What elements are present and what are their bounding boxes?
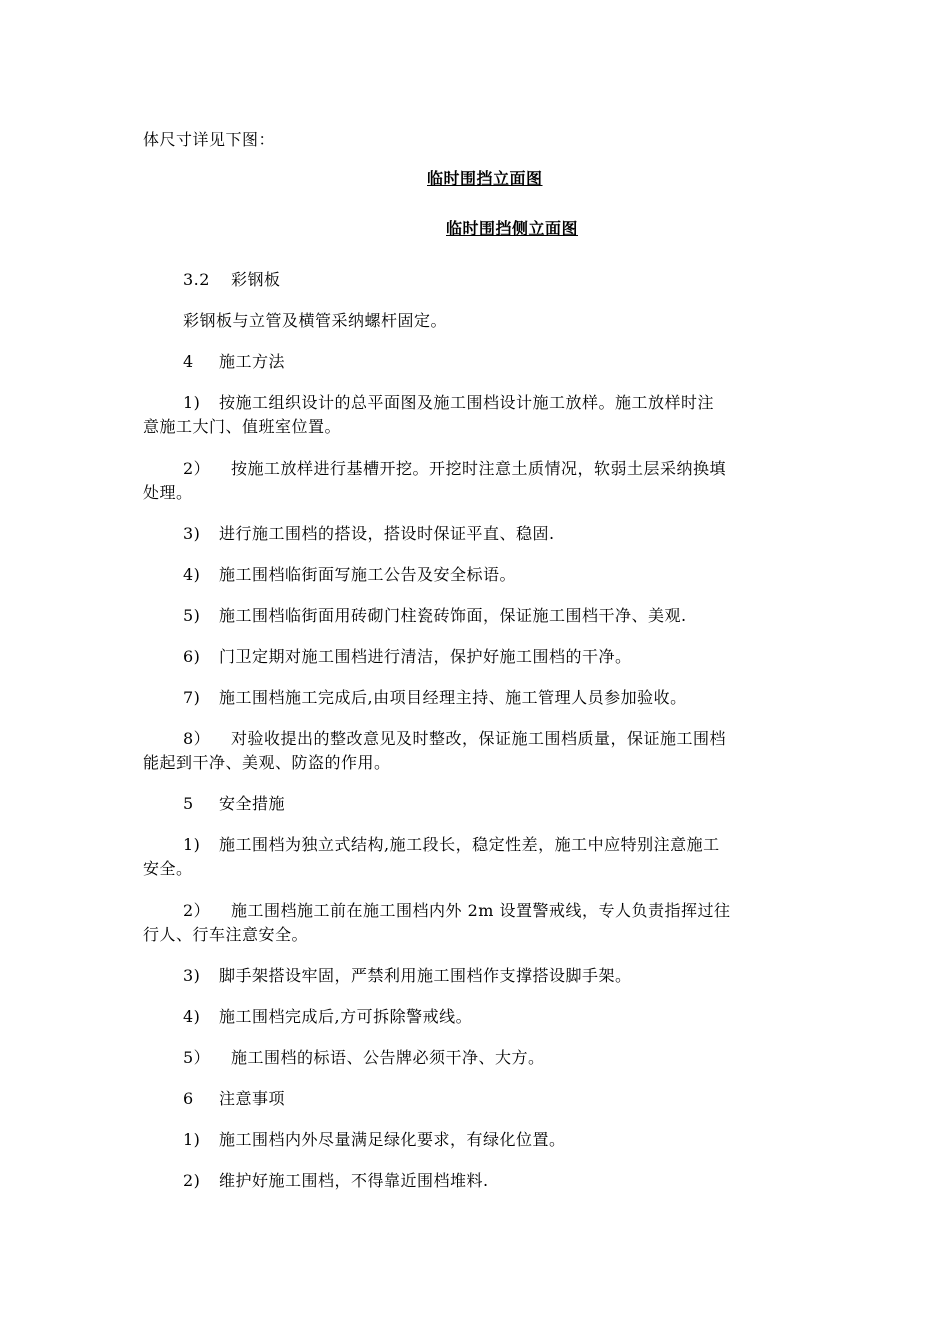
section-number: 6 (183, 1089, 194, 1108)
intro-line: 体尺寸详见下图： (143, 130, 276, 149)
section-number: 4 (183, 352, 194, 371)
item-text: 施工围档临街面写施工公告及安全标语。 (219, 565, 517, 584)
item-number: 2) (183, 1171, 201, 1190)
section-4-heading (183, 350, 285, 374)
heading-elevation: 临时围挡立面图 (427, 169, 543, 188)
list-item (183, 1169, 489, 1193)
list-item (183, 1046, 545, 1070)
item-number: 2） (183, 459, 211, 478)
section-5-heading (183, 792, 285, 816)
item-text: 维护好施工围档，不得靠近围档堆料. (219, 1171, 489, 1190)
item-text: 门卫定期对施工围档进行清洁，保护好施工围档的干净。 (219, 647, 632, 666)
section-3-2-heading (183, 268, 281, 292)
item-number: 6) (183, 647, 201, 666)
list-item (183, 457, 726, 481)
item-number: 3) (183, 524, 201, 543)
list-item (183, 645, 632, 669)
item-continuation: 安全。 (143, 859, 193, 878)
list-item (183, 563, 516, 587)
item-continuation: 行人、行车注意安全。 (143, 925, 309, 944)
item-number: 5) (183, 606, 201, 625)
heading-side-elevation: 临时围挡侧立面图 (446, 219, 579, 238)
item-text: 进行施工围档的搭设，搭设时保证平直、稳固. (219, 524, 555, 543)
list-item (183, 1128, 566, 1152)
item-text: 按施工放样进行基槽开挖。开挖时注意土质情况，软弱土层采纳换填 (231, 459, 727, 478)
item-continuation: 意施工大门、值班室位置。 (143, 417, 342, 436)
item-number: 7) (183, 688, 201, 707)
list-item (183, 727, 726, 751)
item-text: 施工围档完成后,方可拆除警戒线。 (219, 1007, 473, 1026)
item-text: 脚手架搭设牢固，严禁利用施工围档作支撑搭设脚手架。 (219, 966, 632, 985)
section-title: 安全措施 (219, 794, 286, 813)
item-text: 施工围档施工完成后,由项目经理主持、施工管理人员参加验收。 (219, 688, 687, 707)
list-item (183, 686, 687, 710)
item-number: 3) (183, 966, 201, 985)
item-text: 按施工组织设计的总平面图及施工围档设计施工放样。施工放样时注 (219, 393, 715, 412)
item-text: 施工围档的标语、公告牌必须干净、大方。 (231, 1048, 545, 1067)
item-number: 8） (183, 729, 211, 748)
section-title: 彩钢板 (231, 270, 281, 289)
list-item (183, 522, 555, 546)
list-item (183, 833, 720, 857)
list-item (183, 604, 687, 628)
item-number: 1) (183, 393, 201, 412)
item-continuation: 处理。 (143, 483, 193, 502)
item-text: 施工围档为独立式结构,施工段长，稳定性差，施工中应特别注意施工 (219, 835, 720, 854)
section-number: 5 (183, 794, 194, 813)
item-text: 施工围档临街面用砖砌门柱瓷砖饰面，保证施工围档干净、美观. (219, 606, 687, 625)
item-number: 5） (183, 1048, 211, 1067)
section-title: 施工方法 (219, 352, 286, 371)
list-item (183, 1005, 472, 1029)
list-item (183, 899, 731, 923)
list-item (183, 391, 714, 415)
item-number: 1) (183, 1130, 201, 1149)
item-continuation: 能起到干净、美观、防盗的作用。 (143, 753, 391, 772)
item-number: 4) (183, 565, 201, 584)
section-title: 注意事项 (219, 1089, 286, 1108)
item-text: 施工围档施工前在施工围档内外 2m 设置警戒线，专人负责指挥过往 (231, 901, 731, 920)
section-number: 3.2 (183, 270, 210, 289)
list-item (183, 964, 632, 988)
item-number: 2） (183, 901, 211, 920)
item-text: 施工围档内外尽量满足绿化要求，有绿化位置。 (219, 1130, 566, 1149)
item-text: 对验收提出的整改意见及时整改，保证施工围档质量，保证施工围档 (231, 729, 727, 748)
item-number: 4) (183, 1007, 201, 1026)
item-number: 1) (183, 835, 201, 854)
section-3-2-body: 彩钢板与立管及横管采纳螺杆固定。 (183, 311, 448, 330)
section-6-heading (183, 1087, 285, 1111)
